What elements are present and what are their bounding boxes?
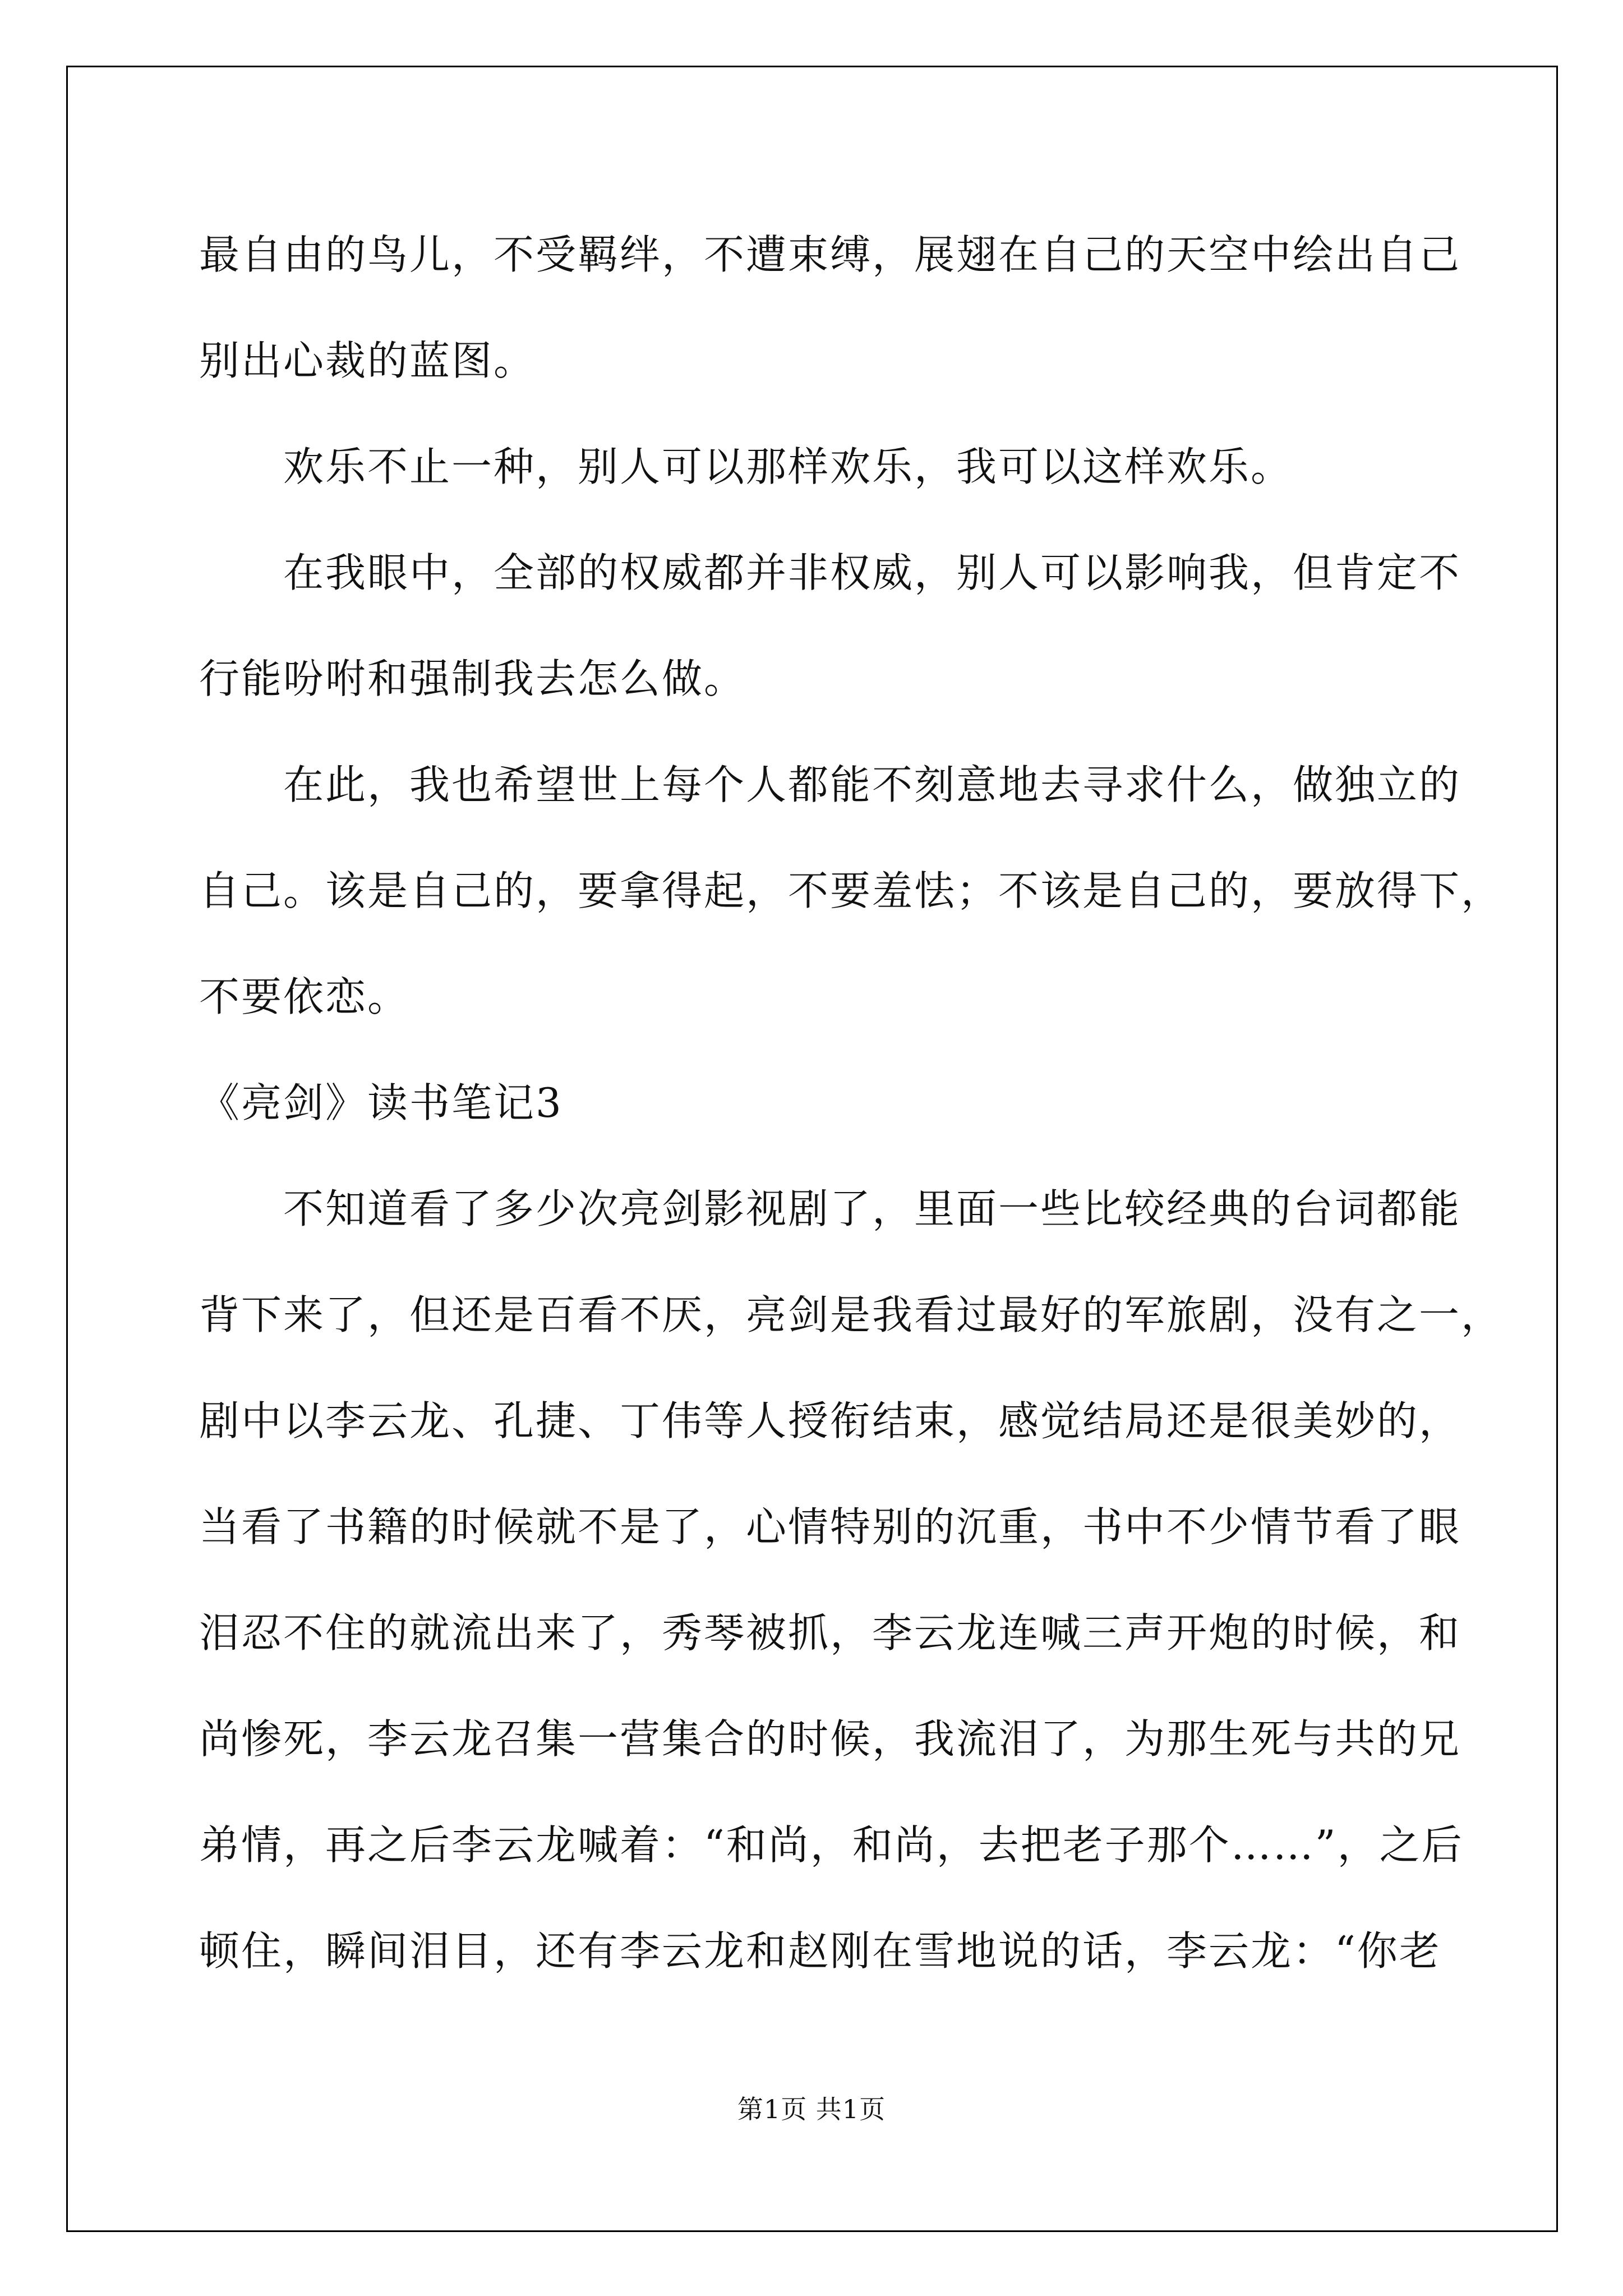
page-footer: 第1页 共1页 xyxy=(737,2094,886,2124)
paragraph-line: 泪忍不住的就流出来了，秀琴被抓，李云龙连喊三声开炮的时候，和 xyxy=(199,1609,1461,1657)
paragraph-line: 欢乐不止一种，别人可以那样欢乐，我可以这样欢乐。 xyxy=(283,443,1293,490)
paragraph-line: 当看了书籍的时候就不是了，心情特别的沉重，书中不少情节看了眼 xyxy=(199,1503,1461,1550)
paragraph-line: 自己。该是自己的，要拿得起，不要羞怯；不该是自己的，要放得下， xyxy=(199,867,1504,914)
section-title: 《亮剑》读书笔记3 xyxy=(199,1079,563,1126)
paragraph-line: 不要依恋。 xyxy=(199,973,410,1020)
paragraph-line: 不知道看了多少次亮剑影视剧了，里面一些比较经典的台词都能 xyxy=(283,1185,1461,1232)
paragraph-line: 弟情，再之后李云龙喊着：“和尚，和尚，去把老子那个……”，之后 xyxy=(199,1821,1464,1869)
paragraph-line: 在此，我也希望世上每个人都能不刻意地去寻求什么，做独立的 xyxy=(283,761,1461,808)
paragraph-line: 最自由的鸟儿，不受羁绊，不遭束缚，展翅在自己的天空中绘出自己 xyxy=(199,231,1461,278)
paragraph-line: 别出心裁的蓝图。 xyxy=(199,337,536,384)
paragraph-line: 顿住，瞬间泪目，还有李云龙和赵刚在雪地说的话，李云龙：“你老 xyxy=(199,1927,1441,1975)
paragraph-line: 剧中以李云龙、孔捷、丁伟等人授衔结束，感觉结局还是很美妙的， xyxy=(199,1397,1461,1444)
document-body xyxy=(199,202,1504,2004)
paragraph-line: 行能吩咐和强制我去怎么做。 xyxy=(199,655,746,702)
paragraph-line: 在我眼中，全部的权威都并非权威，别人可以影响我，但肯定不 xyxy=(283,549,1461,596)
paragraph-line: 背下来了，但还是百看不厌，亮剑是我看过最好的军旅剧，没有之一， xyxy=(199,1291,1504,1338)
paragraph-line: 尚惨死，李云龙召集一营集合的时候，我流泪了，为那生死与共的兄 xyxy=(199,1715,1461,1763)
